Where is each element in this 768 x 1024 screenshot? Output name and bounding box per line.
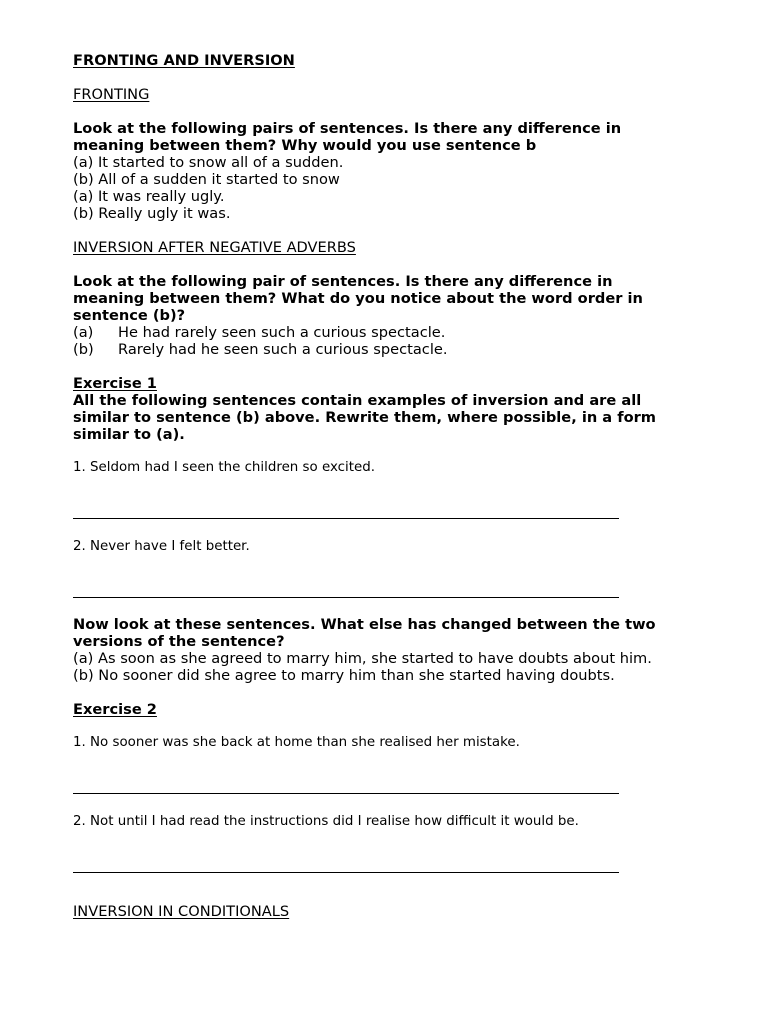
exercise-2-item: 2. Not until I had read the instructions did I realise how difficult it would be. bbox=[73, 814, 579, 829]
negative-adverbs-question-line-2: meaning between them? What do you notice about the word order in bbox=[73, 290, 643, 307]
sentence-pair-b bbox=[73, 341, 713, 358]
fronting-example: (a) It was really ugly. bbox=[73, 188, 225, 205]
exercise-1-item: 2. Never have I felt better. bbox=[73, 539, 250, 554]
negative-adverbs-question-line-3: sentence (b)? bbox=[73, 307, 186, 324]
fronting-example: (a) It started to snow all of a sudden. bbox=[73, 154, 344, 171]
fronting-heading: FRONTING bbox=[73, 86, 150, 103]
exercise-2-heading: Exercise 2 bbox=[73, 701, 157, 718]
exercise-1-heading: Exercise 1 bbox=[73, 375, 157, 392]
now-look-example: (a) As soon as she agreed to marry him, she started to have doubts about him. bbox=[73, 650, 652, 667]
now-look-question-line-1: Now look at these sentences. What else has changed between the two bbox=[73, 616, 656, 633]
pair-text: Rarely had he seen such a curious spectacle. bbox=[118, 341, 448, 358]
fronting-example: (b) Really ugly it was. bbox=[73, 205, 231, 222]
fronting-example: (b) All of a sudden it started to snow bbox=[73, 171, 340, 188]
exercise-1-instruction-line-1: All the following sentences contain examples of inversion and are all bbox=[73, 392, 642, 409]
negative-adverbs-question-line-1: Look at the following pair of sentences. Is there any difference in bbox=[73, 273, 613, 290]
sentence-pair-a bbox=[73, 324, 713, 341]
conditionals-heading: INVERSION IN CONDITIONALS bbox=[73, 903, 290, 920]
pair-text: He had rarely seen such a curious spectacle. bbox=[118, 324, 446, 341]
worksheet-page bbox=[73, 52, 713, 920]
now-look-question-line-2: versions of the sentence? bbox=[73, 633, 285, 650]
now-look-example: (b) No sooner did she agree to marry him than she started having doubts. bbox=[73, 667, 615, 684]
pair-label: (a) bbox=[73, 324, 94, 341]
fronting-question-line-2: meaning between them? Why would you use sentence b bbox=[73, 137, 537, 154]
exercise-1-instruction-line-3: similar to (a). bbox=[73, 426, 185, 443]
exercise-1-instruction-line-2: similar to sentence (b) above. Rewrite them, where possible, in a form bbox=[73, 409, 657, 426]
exercise-2-item: 1. No sooner was she back at home than she realised her mistake. bbox=[73, 735, 520, 750]
document-title: FRONTING AND INVERSION bbox=[73, 52, 295, 69]
exercise-1-item: 1. Seldom had I seen the children so excited. bbox=[73, 460, 375, 475]
pair-label: (b) bbox=[73, 341, 94, 358]
negative-adverbs-heading: INVERSION AFTER NEGATIVE ADVERBS bbox=[73, 239, 356, 256]
fronting-question-line-1: Look at the following pairs of sentences. Is there any difference in bbox=[73, 120, 622, 137]
